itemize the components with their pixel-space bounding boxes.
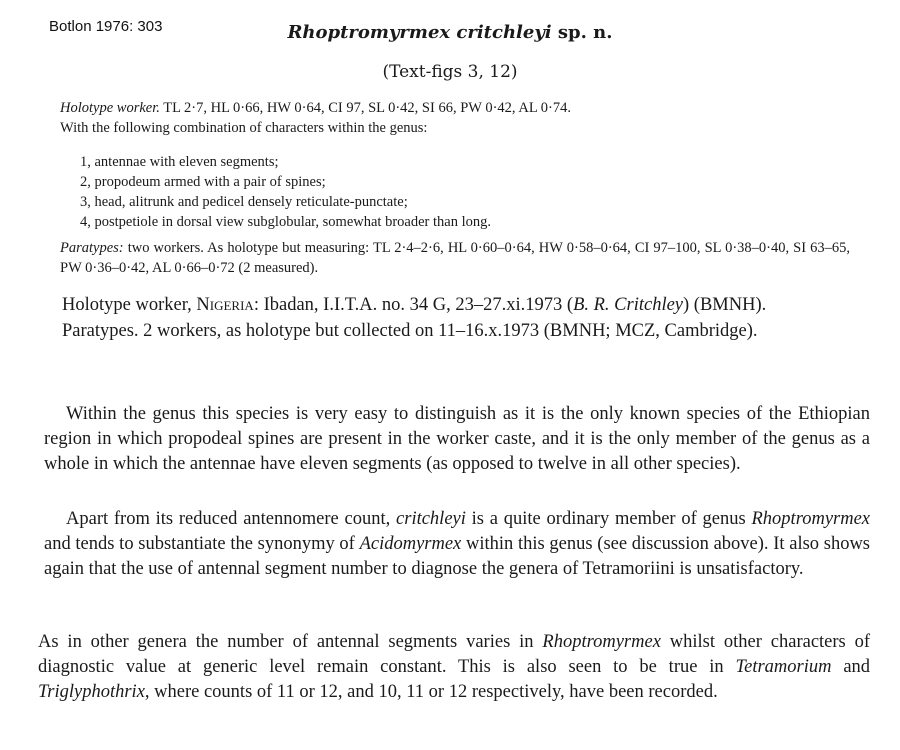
para3-genus-2: Tetramorium	[735, 657, 832, 677]
paratype-material: Paratypes. 2 workers, as holotype but collected on 11–16.x.1973 (BMNH; MCZ, Cambridge).	[62, 321, 758, 341]
list-item: 1, antennae with eleven segments;	[80, 154, 279, 170]
paratypes-measurements: As holotype but measuring: TL 2·4–2·6, HL 0·60–0·64, HW 0·58–0·64, CI 97–100, SL 0·38–0·40, SI 63–65, PW 0·36–0·42, AL 0·66–0·72 (2 measured).	[60, 240, 851, 276]
para3-part-c: and	[843, 657, 871, 677]
holotype-material-prefix: Holotype worker,	[62, 295, 192, 315]
para3-part-a: As in other genera the number of antennal segments varies in	[38, 632, 534, 652]
discussion-paragraph-3	[38, 630, 870, 705]
para2-genus-2: Acidomyrmex	[359, 534, 462, 554]
holotype-description	[60, 98, 860, 138]
para2-species: critchleyi	[396, 509, 466, 529]
list-item: 2, propodeum armed with a pair of spines;	[80, 174, 326, 190]
para3-part-b: whilst other characters of diagnostic value at generic level remain constant. This is also seen to be true in	[38, 632, 871, 677]
para3-part-d: , where counts of 11 or 12, and 10, 11 or 12 respectively, have been recorded.	[144, 682, 718, 702]
para2-part-b: is a quite ordinary member of genus	[471, 509, 746, 529]
text-figs-reference: (Text-figs 3, 12)	[382, 62, 518, 82]
para2-part-c: and tends to substantiate the synonymy of	[44, 534, 355, 554]
characters-intro: With the following combination of characters within the genus:	[60, 120, 428, 136]
character-list	[80, 152, 491, 232]
species-suffix: sp. n.	[557, 22, 613, 43]
holotype-material	[62, 292, 862, 318]
holotype-depository: ) (BMNH).	[683, 295, 767, 315]
discussion-text-1: Within the genus this species is very easy to distinguish as it is the only known species of the Ethiopian region in which propodeal spines are present in the worker caste, and it is the only member of the genus as a whole in which the antennae have eleven segments (as opposed to twelve in all other species).	[44, 404, 870, 474]
holotype-collector: B. R. Critchley	[573, 295, 684, 315]
para3-genus-3: Triglyphothrix	[38, 682, 145, 702]
paratypes-label: Paratypes:	[60, 240, 124, 256]
list-item: 3, head, alitrunk and pedicel densely reticulate-punctate;	[80, 194, 408, 210]
discussion-paragraph-1	[44, 402, 870, 477]
discussion-paragraph-2	[44, 507, 870, 582]
para2-part-d: within this genus (see discussion above). It also shows again that the use of antennal segment number to diagnose the genera of Tetramoriini is unsatisfactory.	[44, 534, 871, 579]
para2-part-a: Apart from its reduced antennomere count,	[66, 509, 391, 529]
species-title	[0, 22, 900, 43]
holotype-measurements: TL 2·7, HL 0·66, HW 0·64, CI 97, SL 0·42, SI 66, PW 0·42, AL 0·74.	[163, 100, 571, 116]
para2-genus: Rhoptromyrmex	[751, 509, 871, 529]
paratypes-label-rest: two workers.	[127, 240, 204, 256]
species-name: Rhoptromyrmex critchleyi	[287, 22, 552, 43]
para3-genus: Rhoptromyrmex	[542, 632, 661, 652]
holotype-label: Holotype worker.	[60, 100, 160, 116]
material-examined	[62, 292, 862, 344]
citation-label: Botlon 1976: 303	[49, 18, 163, 35]
holotype-country: Nigeria	[196, 295, 254, 315]
list-item: 4, postpetiole in dorsal view subglobular, somewhat broader than long.	[80, 214, 491, 230]
paratypes-description	[60, 238, 850, 278]
holotype-locality: : Ibadan, I.I.T.A. no. 34 G, 23–27.xi.1973 (	[253, 295, 574, 315]
